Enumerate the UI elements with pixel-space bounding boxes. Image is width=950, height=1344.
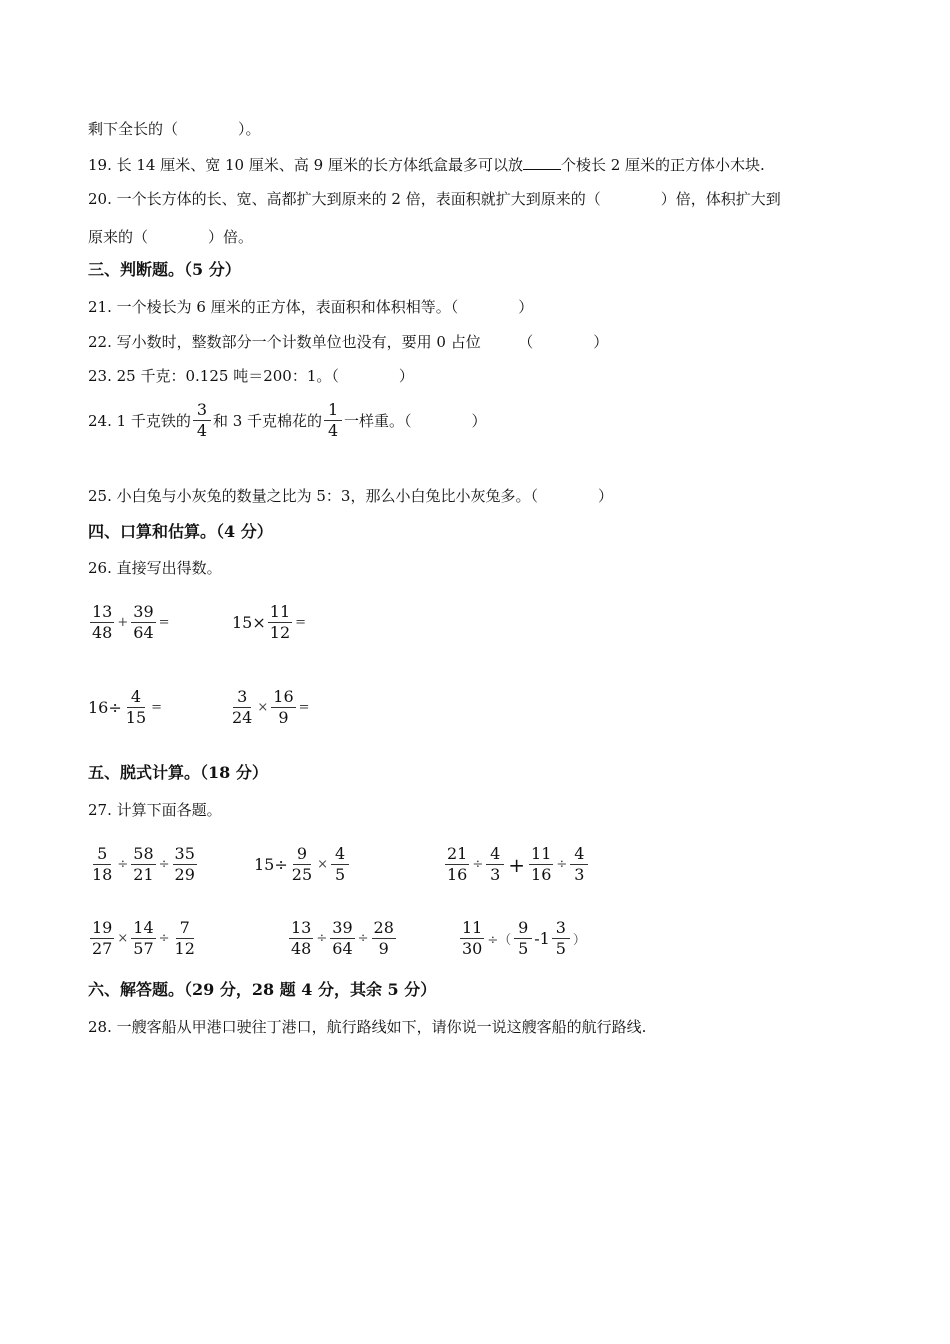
denominator: 64 xyxy=(133,623,154,642)
operator: ÷ xyxy=(158,931,170,946)
fraction xyxy=(90,918,114,959)
q19-text-b: 个棱长 2 厘米的正方体小木块. xyxy=(560,156,765,174)
question-25: 25. 小白兔与小灰兔的数量之比为 5：3，那么小白兔比小灰兔多。（ ） xyxy=(88,487,613,505)
fraction xyxy=(514,918,532,959)
numerator: 19 xyxy=(92,918,113,937)
denominator: 9 xyxy=(378,939,389,958)
question-27: 27. 计算下面各题。 xyxy=(88,801,222,819)
fraction xyxy=(90,844,114,885)
denominator: 3 xyxy=(574,865,585,884)
denominator: 30 xyxy=(462,939,483,958)
denominator: 15 xyxy=(125,708,147,727)
fraction xyxy=(372,918,396,959)
section-6-heading: 六、解答题。（29 分，28 题 4 分，其余 5 分） xyxy=(88,980,437,999)
numerator: 11 xyxy=(269,602,291,621)
equals: = xyxy=(298,700,310,715)
operator: ÷（ xyxy=(487,933,512,948)
numerator: 39 xyxy=(133,602,154,621)
q26-expr-3 xyxy=(88,687,163,728)
denominator: 16 xyxy=(447,865,468,884)
q27-expr-2 xyxy=(254,844,351,885)
fraction xyxy=(529,844,553,885)
question-22: 22. 写小数时，整数部分一个计数单位也没有，要用 0 占位 （ ） xyxy=(88,333,609,351)
fraction xyxy=(445,844,469,885)
denominator: 27 xyxy=(92,939,113,958)
numerator: 7 xyxy=(176,918,194,939)
fraction xyxy=(90,602,114,643)
q24-text-c: 一样重。（ ） xyxy=(344,412,487,430)
numerator: 5 xyxy=(93,844,111,865)
fraction xyxy=(173,844,197,885)
denominator: 64 xyxy=(332,939,353,958)
numerator: 13 xyxy=(92,602,113,621)
operator: × xyxy=(257,700,269,715)
fraction xyxy=(570,844,588,885)
numerator: 11 xyxy=(462,918,483,937)
numerator: 3 xyxy=(233,687,251,708)
denominator: 4 xyxy=(196,421,208,440)
fraction xyxy=(131,918,155,959)
numerator: 16 xyxy=(273,687,294,706)
fraction xyxy=(331,844,349,885)
denominator: 3 xyxy=(490,865,501,884)
fraction xyxy=(230,687,254,728)
q27-expr-1 xyxy=(88,844,199,885)
denominator: 29 xyxy=(174,865,195,884)
question-24 xyxy=(88,400,487,441)
fraction xyxy=(289,918,313,959)
question-20-line1: 20. 一个长方体的长、宽、高都扩大到原来的 2 倍，表面积就扩大到原来的（ ）倍，体积扩大到 xyxy=(88,190,781,208)
numerator: 4 xyxy=(486,844,504,865)
denominator: 5 xyxy=(518,939,529,958)
q26-expr-1 xyxy=(88,602,171,643)
question-19 xyxy=(88,155,765,175)
fraction xyxy=(460,918,484,959)
denominator: 4 xyxy=(327,421,339,440)
q26-expr-2 xyxy=(232,602,307,643)
question-28: 28. 一艘客船从甲港口驶往丁港口，航行路线如下，请你说一说这艘客船的航行路线. xyxy=(88,1018,647,1036)
fraction xyxy=(131,602,155,643)
operator: + xyxy=(117,615,129,630)
q18-continuation: 剩下全长的（ ）。 xyxy=(88,120,261,138)
fraction xyxy=(486,844,504,885)
denominator: 25 xyxy=(291,865,313,884)
denominator: 48 xyxy=(92,623,113,642)
equals: = xyxy=(151,700,163,715)
operator: ÷ xyxy=(357,931,369,946)
denominator: 16 xyxy=(531,865,552,884)
q19-answer-blank[interactable] xyxy=(523,155,561,170)
operator: -1 xyxy=(534,929,550,948)
question-20-line2: 原来的（ ）倍。 xyxy=(88,228,254,246)
equals: = xyxy=(295,615,307,630)
numerator: 9 xyxy=(293,844,311,865)
fraction xyxy=(290,844,314,885)
prefix: 15× xyxy=(232,613,266,632)
section-4-heading: 四、口算和估算。（4 分） xyxy=(88,522,273,541)
q27-expr-6 xyxy=(458,918,587,959)
numerator: 39 xyxy=(332,918,353,937)
numerator: 21 xyxy=(447,844,468,863)
numerator: 3 xyxy=(552,918,570,939)
denominator: 5 xyxy=(555,939,566,958)
operator: × xyxy=(317,857,329,872)
numerator: 35 xyxy=(174,844,195,863)
denominator: 12 xyxy=(269,623,291,642)
numerator: 11 xyxy=(531,844,552,863)
q24-text-b: 和 3 千克棉花的 xyxy=(212,412,323,430)
q24-fraction-1 xyxy=(193,400,211,441)
operator: ÷ xyxy=(556,857,568,872)
q27-expr-5 xyxy=(287,918,398,959)
q24-fraction-2 xyxy=(324,400,342,441)
close-paren: ） xyxy=(572,933,586,948)
operator: ÷ xyxy=(316,931,328,946)
fraction xyxy=(173,918,197,959)
operator: ÷ xyxy=(158,857,170,872)
fraction xyxy=(330,918,354,959)
prefix: 15÷ xyxy=(254,855,288,874)
question-23: 23. 25 千克：0.125 吨＝200：1。（ ） xyxy=(88,367,414,385)
q19-text-a: 19. 长 14 厘米、宽 10 厘米、高 9 厘米的长方体纸盒最多可以放 xyxy=(88,156,523,174)
fraction xyxy=(124,687,148,728)
numerator: 4 xyxy=(127,687,145,708)
numerator: 28 xyxy=(373,918,394,937)
numerator: 1 xyxy=(324,400,342,421)
denominator: 9 xyxy=(278,708,289,727)
numerator: 3 xyxy=(193,400,211,421)
question-21: 21. 一个棱长为 6 厘米的正方体，表面积和体积相等。（ ） xyxy=(88,298,534,316)
denominator: 18 xyxy=(92,865,113,884)
operator: × xyxy=(117,931,129,946)
fraction xyxy=(271,687,295,728)
numerator: 14 xyxy=(133,918,154,937)
fraction xyxy=(268,602,292,643)
operator: ÷ xyxy=(472,857,484,872)
numerator: 9 xyxy=(514,918,532,939)
denominator: 57 xyxy=(133,939,154,958)
denominator: 21 xyxy=(133,865,154,884)
operator: ÷ xyxy=(117,857,129,872)
prefix: 16÷ xyxy=(88,698,122,717)
question-26: 26. 直接写出得数。 xyxy=(88,559,222,577)
q27-expr-4 xyxy=(88,918,199,959)
denominator: 48 xyxy=(291,939,312,958)
q27-expr-3 xyxy=(443,844,590,885)
numerator: 4 xyxy=(570,844,588,865)
denominator: 12 xyxy=(174,939,195,958)
numerator: 13 xyxy=(291,918,312,937)
fraction xyxy=(131,844,155,885)
plus-operator: + xyxy=(508,852,526,877)
section-3-heading: 三、判断题。（5 分） xyxy=(88,260,241,279)
denominator: 5 xyxy=(334,865,346,884)
q24-text-a: 24. 1 千克铁的 xyxy=(88,412,191,430)
numerator: 4 xyxy=(331,844,349,865)
q26-expr-4 xyxy=(228,687,311,728)
denominator: 24 xyxy=(232,708,253,727)
numerator: 58 xyxy=(133,844,154,863)
equals: = xyxy=(158,615,170,630)
fraction xyxy=(552,918,570,959)
section-5-heading: 五、脱式计算。（18 分） xyxy=(88,763,268,782)
